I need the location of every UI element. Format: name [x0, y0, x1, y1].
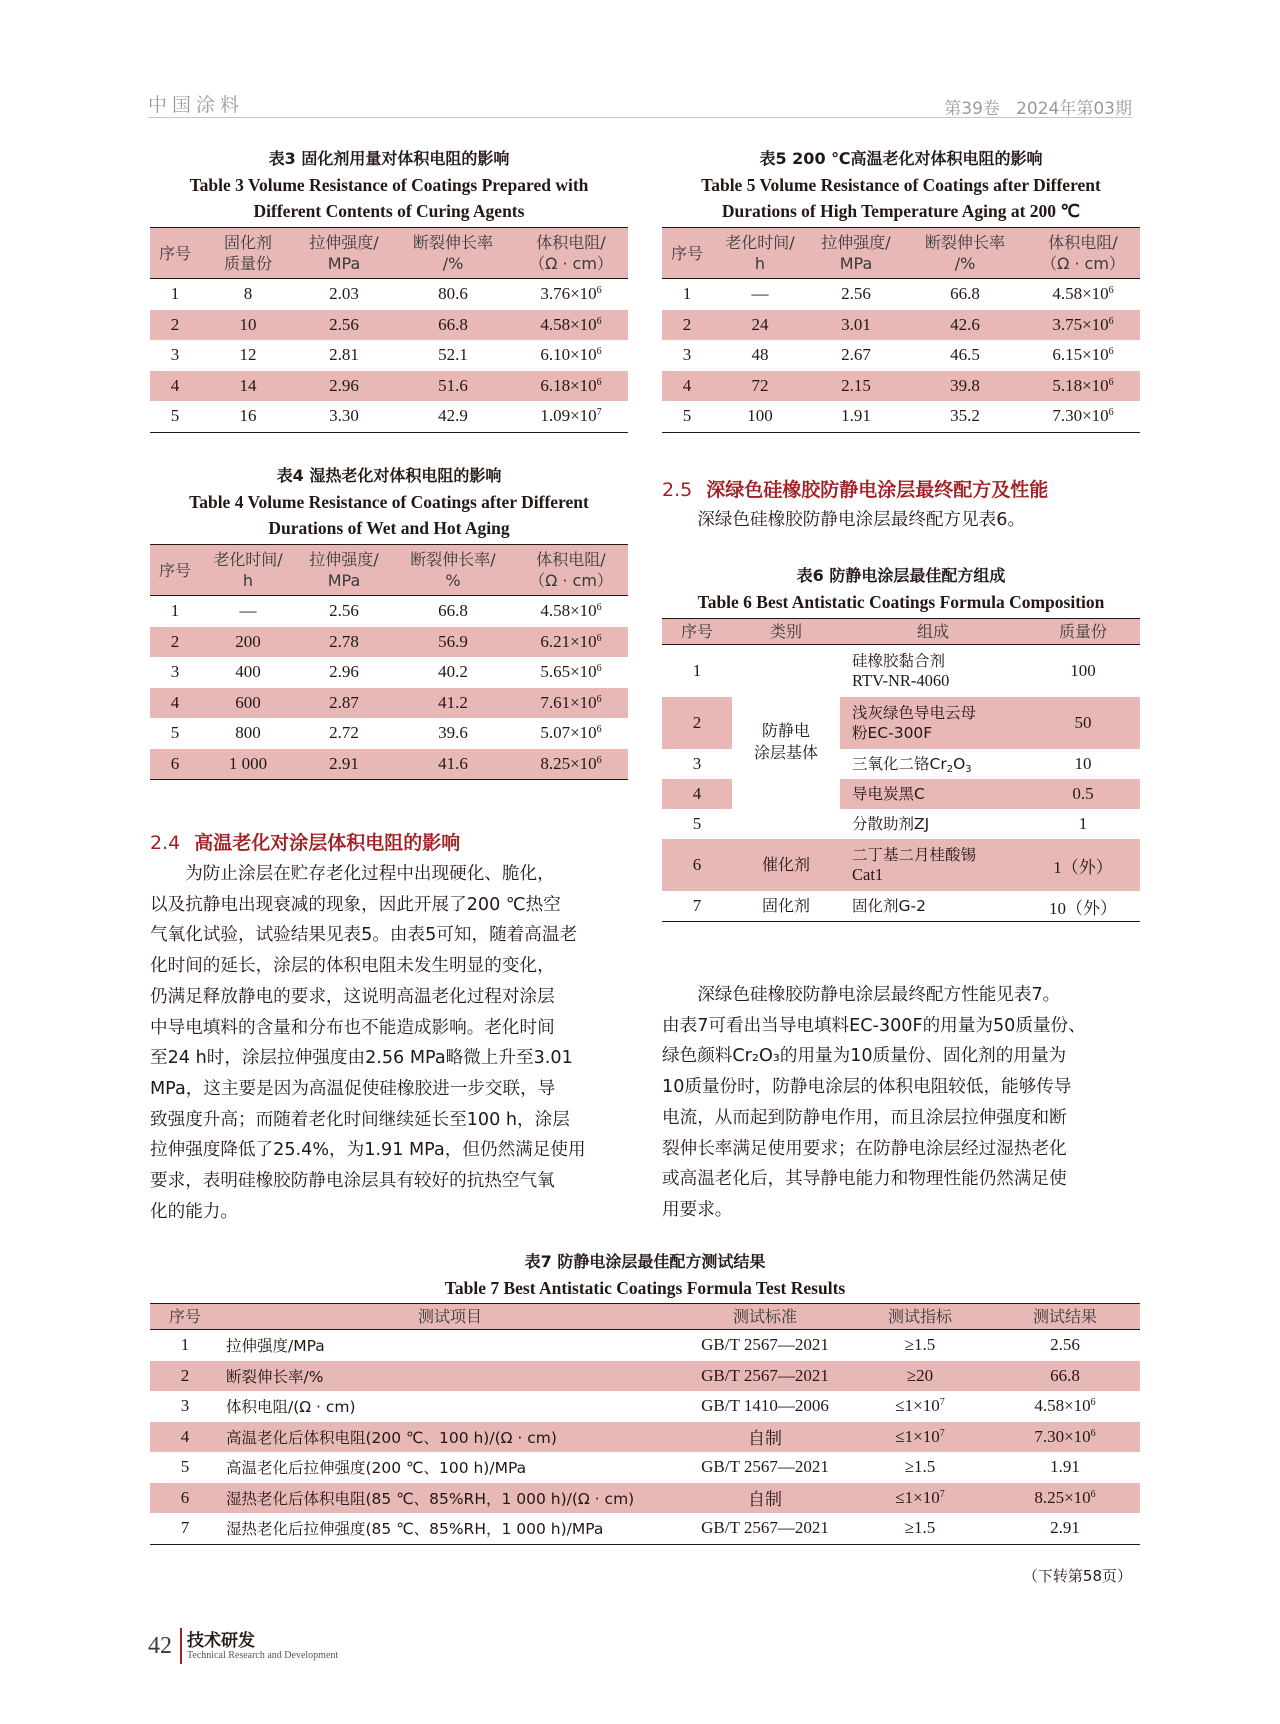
section-2-5-heading [662, 475, 1048, 502]
table3 [150, 227, 628, 433]
paragraph-line: 至24 h时，涂层拉伸强度由2.56 MPa略微上升至3.01 [150, 1048, 573, 1069]
table5-header: 拉伸强度/ MPa [808, 228, 904, 279]
table3-header: 体积电阻/ （Ω · cm） [514, 228, 628, 279]
paragraph-line: 10质量份时，防静电涂层的体积电阻较低，能够传导 [662, 1077, 1072, 1098]
table5-header: 体积电阻/ （Ω · cm） [1026, 228, 1140, 279]
table3-header: 断裂伸长率 /% [392, 228, 514, 279]
table4-caption-cn: 表4 湿热老化对体积电阻的影响 [276, 466, 502, 485]
section-label-en: Technical Research and Development [187, 1650, 339, 1661]
paragraph-line: 拉伸强度降低了25.4%，为1.91 MPa，但仍然满足使用 [150, 1140, 586, 1161]
table3-caption-en1: Table 3 Volume Resistance of Coatings Prepared with [189, 175, 589, 195]
table7 [150, 1303, 1140, 1545]
table5-caption-en2: Durations of High Temperature Aging at 200 ℃ [721, 201, 1081, 221]
table-row: 2 24 3.01 42.6 $3.75\times 10^6$ [662, 310, 1140, 341]
table5 [662, 227, 1140, 433]
table-row: 1 — 2.56 66.8 $4.58\times 10^6$ [682, 284, 1114, 304]
paragraph-line: 绿色颜料Cr₂O₃的用量为10质量份、固化剂的用量为 [662, 1046, 1067, 1067]
table-row: 3 三氧化二铬$Cr_2O_3$ 10 [692, 754, 1092, 775]
table-row: 2 断裂伸长率/% GB/T 2567—2021 ≥20 66.8 [150, 1361, 1140, 1392]
table-row: 1 防静电 涂层基体 硅橡胶黏合剂 RTV-NR-4060 100 [662, 645, 1140, 698]
table-row: 1 8 2.03 80.6 $3.76\times 10^6$ [170, 284, 602, 304]
table5-header: 序号 [662, 228, 712, 279]
table5-caption-en1: Table 5 Volume Resistance of Coatings after Different [701, 175, 1101, 195]
table6-header: 序号 [662, 619, 732, 645]
table3-caption-cn: 表3 固化剂用量对体积电阻的影响 [268, 149, 510, 168]
table7-header: 测试项目 [220, 1304, 680, 1330]
table4-header: 拉伸强度/ MPa [296, 545, 392, 596]
page-number: 42 [148, 1633, 172, 1659]
table-row: 4 高温老化后体积电阻(200 ℃、100 h)/(Ω · cm) 自制 $\le 1\times 10^7$ $7.30\times 10^6$ [150, 1422, 1140, 1453]
section-number: 2.4 [150, 832, 181, 854]
table4-header: 序号 [150, 545, 200, 596]
table-row: 4 14 2.96 51.6 $6.18\times 10^6$ [150, 371, 628, 402]
table-row: 3 12 2.81 52.1 $6.10\times 10^6$ [170, 345, 602, 365]
table-row: 3 48 2.67 46.5 $6.15\times 10^6$ [682, 345, 1114, 365]
footer-divider [180, 1628, 182, 1664]
table7-header: 测试标准 [680, 1304, 850, 1330]
table7-caption-en: Table 7 Best Antistatic Coatings Formula Test Results [444, 1278, 846, 1298]
table-row: 5 100 1.91 35.2 $7.30\times 10^6$ [662, 401, 1140, 432]
paragraph-line: 电流，从而起到防静电作用，而且涂层拉伸强度和断 [662, 1107, 1067, 1128]
table4-header: 断裂伸长率/ % [392, 545, 514, 596]
paragraph-line: 以及抗静电出现衰减的现象，因此开展了200 ℃热空 [150, 894, 561, 915]
table-row: 7 湿热老化后拉伸强度(85 ℃、85%RH，1 000 h)/MPa GB/T 2567—2021 ≥1.5 2.91 [150, 1513, 1140, 1544]
table-row: 6 催化剂 二丁基二月桂酸锡 Cat1 1（外） [662, 839, 1140, 891]
section-2-4-heading [150, 828, 460, 855]
table3-header: 固化剂 质量份 [200, 228, 296, 279]
paragraph-line: 致强度升高；而随着老化时间继续延长至100 h，涂层 [150, 1109, 570, 1130]
table-row: 5 800 2.72 39.6 $5.07\times 10^6$ [170, 723, 602, 743]
category-curing: 固化剂 [732, 891, 840, 922]
table6 [662, 618, 1140, 922]
paragraph-line: 仍满足释放静电的要求，这说明高温老化过程对涂层 [150, 986, 555, 1007]
section-2-5-body [662, 980, 1144, 1226]
section-title: 深绿色硅橡胶防静电涂层最终配方及性能 [706, 479, 1049, 501]
paragraph-line: 化的能力。 [150, 1201, 238, 1222]
table7-caption-cn: 表7 防静电涂层最佳配方测试结果 [524, 1252, 766, 1271]
table-row: 1 拉伸强度/MPa GB/T 2567—2021 ≥1.5 2.56 [180, 1335, 1080, 1356]
table3-caption [150, 146, 628, 224]
table-row: 5 16 3.30 42.9 $1.09\times 10^7$ [150, 401, 628, 432]
paragraph-line: 用要求。 [662, 1199, 733, 1220]
paragraph-line: 由表7可看出当导电填料EC-300F的用量为50质量份、 [662, 1015, 1086, 1036]
table6-header: 组成 [840, 619, 1026, 645]
table-row: 5 高温老化后拉伸强度(200 ℃、100 h)/MPa GB/T 2567—2021 ≥1.5 1.91 [180, 1457, 1080, 1478]
table-row: 6 湿热老化后体积电阻(85 ℃、85%RH，1 000 h)/(Ω · cm) 自制 $\le 1\times 10^7$ $8.25\times 10^6$ [150, 1483, 1140, 1514]
continued-note: （下转第58页） [1022, 1567, 1132, 1585]
table5-caption [662, 146, 1140, 224]
table-row: 2 10 2.56 66.8 $4.58\times 10^6$ [150, 310, 628, 341]
paragraph-line: 化时间的延长，涂层的体积电阻未发生明显的变化， [150, 956, 555, 977]
table4-caption [150, 463, 628, 541]
section-2-5-intro [662, 505, 1144, 536]
table4-header: 老化时间/ h [200, 545, 296, 596]
paragraph-line: 要求，表明硅橡胶防静电涂层具有较好的抗热空气氧 [150, 1171, 555, 1192]
table-row: 4 600 2.87 41.2 $7.61\times 10^6$ [150, 688, 628, 719]
paragraph-line: MPa，这主要是因为高温促使硅橡胶进一步交联，导 [150, 1078, 556, 1099]
issue-info: 第39卷 2024年第03期 [944, 99, 1132, 119]
table-row: 5 分散助剂ZJ 1 [692, 814, 1088, 833]
table-row: 2 200 2.78 56.9 $6.21\times 10^6$ [150, 627, 628, 658]
paragraph-line: 或高温老化后，其导静电能力和物理性能仍然满足使 [662, 1169, 1067, 1190]
table4-caption-en2: Durations of Wet and Hot Aging [268, 518, 510, 538]
table7-header: 测试指标 [850, 1304, 990, 1330]
table6-header: 类别 [732, 619, 840, 645]
table7-header: 测试结果 [990, 1304, 1140, 1330]
table5-caption-cn: 表5 200 ℃高温老化对体积电阻的影响 [759, 149, 1043, 168]
header-rule [148, 117, 1132, 118]
table6-header: 质量份 [1026, 619, 1140, 645]
table-row: 7 固化剂 固化剂G-2 10（外） [662, 891, 1140, 922]
table-row: 2 浅灰绿色导电云母 粉EC-300F 50 [662, 697, 1140, 749]
table7-header: 序号 [150, 1304, 220, 1330]
table6-caption-en: Table 6 Best Antistatic Coatings Formula Composition [697, 592, 1105, 612]
section-label-cn: 技术研发 [187, 1631, 255, 1651]
journal-name: 中国涂料 [148, 94, 245, 116]
table-row: 4 导电炭黑C 0.5 [662, 779, 1140, 809]
paragraph-line: 中导电填料的含量和分布也不能造成影响。老化时间 [150, 1017, 555, 1038]
table5-header: 老化时间/ h [712, 228, 808, 279]
table6-caption-cn: 表6 防静电涂层最佳配方组成 [796, 566, 1006, 585]
table4-caption-en1: Table 4 Volume Resistance of Coatings after Different [189, 492, 589, 512]
table-row: 4 72 2.15 39.8 $5.18\times 10^6$ [662, 371, 1140, 402]
paragraph-line: 深绿色硅橡胶防静电涂层最终配方性能见表7。 [662, 985, 1061, 1005]
table6-caption [662, 563, 1140, 615]
paragraph-line: 裂伸长率满足使用要求；在防静电涂层经过湿热老化 [662, 1138, 1067, 1159]
section-2-4-body [150, 859, 632, 1227]
table-row: 1 — 2.56 66.8 $4.58\times 10^6$ [170, 601, 602, 621]
section-title: 高温老化对涂层体积电阻的影响 [194, 832, 461, 854]
paragraph-line: 深绿色硅橡胶防静电涂层最终配方见表6。 [662, 510, 1026, 530]
table-row: 3 体积电阻/(Ω · cm) GB/T 1410—2006 $\le 1\times 10^7$ $4.58\times 10^6$ [180, 1396, 1096, 1417]
table4-header: 体积电阻/ （Ω · cm） [514, 545, 628, 596]
table5-header: 断裂伸长率 /% [904, 228, 1026, 279]
table3-caption-en2: Different Contents of Curing Agents [253, 201, 525, 221]
category-base: 防静电 涂层基体 [732, 645, 840, 840]
table3-header: 序号 [150, 228, 200, 279]
table-row: 6 1 000 2.91 41.6 $8.25\times 10^6$ [150, 749, 628, 780]
table7-caption [150, 1249, 1140, 1301]
paragraph-line: 为防止涂层在贮存老化过程中出现硬化、脆化， [150, 864, 555, 884]
category-catalyst: 催化剂 [732, 839, 840, 891]
section-number: 2.5 [662, 479, 693, 501]
table4 [150, 544, 628, 780]
paragraph-line: 气氧化试验，试验结果见表5。由表5可知，随着高温老 [150, 925, 578, 946]
table-row: 3 400 2.96 40.2 $5.65\times 10^6$ [170, 662, 602, 682]
table3-header: 拉伸强度/ MPa [296, 228, 392, 279]
